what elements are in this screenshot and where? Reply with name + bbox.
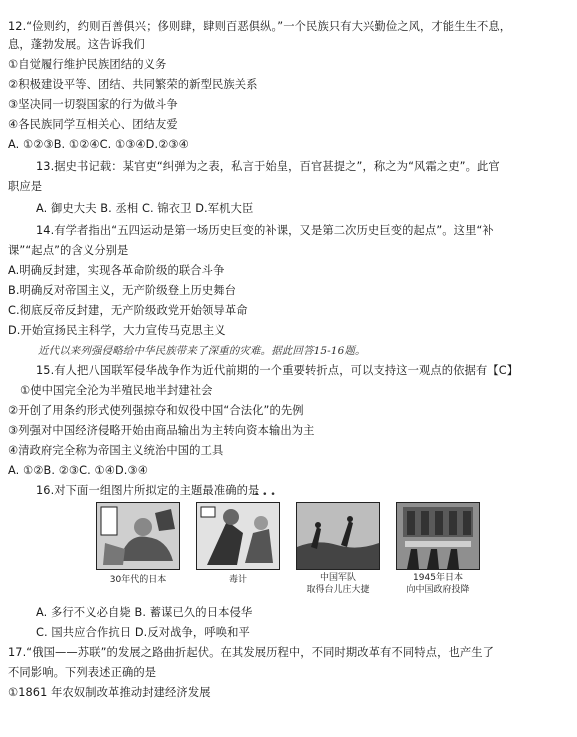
q16-picture-group (96, 490, 486, 598)
caption-taierzhuang: 取得台儿庄大捷 (306, 585, 370, 595)
q13-stem: 13.据史书记载：某官吏“纠弹为之表，私言于始皇，百官甚提之”，称之为“风霜之吏”。此官 (36, 160, 500, 173)
caption-1945-japan: 1945年日本 (413, 573, 463, 583)
q12-choices: A. ①②③B. ①②④C. ①③④D.②③④ (8, 138, 189, 151)
q17-stem: 17.“俄国——苏联”的发展之路曲折起伏。在其发展历程中，不同时期改革有不同特点，也产生了 (8, 646, 495, 659)
battle-photo-image (297, 503, 379, 569)
cartoon-japan-image (97, 503, 179, 569)
cartoon-plot-image (197, 503, 279, 569)
text: 12.“俭则约，约则百善俱兴；侈则肆，肆则百恶俱纵。”一个民族只有大兴勤俭之风，才能生生不息， (8, 20, 512, 33)
dots-mark: • • • (254, 490, 276, 500)
q16-choices-ab: A. 多行不义必自毙 B. 蓄谋已久的日本侵华 (36, 606, 253, 619)
q13-stem-2: 职应是 (8, 180, 43, 193)
q17-option-1: ①1861 年农奴制改革推动封建经济发展 (8, 686, 211, 699)
section-note: 近代以来列强侵略给中华民族带来了深重的灾难。据此回答15-16题。 (38, 345, 366, 357)
q15-option-1: ①使中国完全沦为半殖民地半封建社会 (20, 384, 213, 397)
q14-option-d: D.开始宣扬民主科学，大力宣传马克思主义 (8, 324, 226, 337)
q12-line1 (8, 18, 511, 36)
surrender-photo-image (397, 503, 479, 569)
q15-option-3: ③列强对中国经济侵略开始由商品输出为主转向资本输出为主 (8, 424, 315, 437)
q15-choices: A. ①②B. ②③C. ①④D.③④ (8, 464, 148, 477)
q15-option-2: ②开创了用条约形式使列强掠夺和奴役中国“合法化”的先例 (8, 404, 304, 417)
caption-chinese-army: 中国军队 (319, 573, 356, 583)
caption-surrender: 向中国政府投降 (406, 585, 470, 595)
q15-option-4: ④清政府完全称为帝国主义统治中国的工具 (8, 444, 224, 457)
q12-option-4: ④各民族同学互相关心、团结友爱 (8, 118, 178, 131)
q17-stem-2: 不同影响。下列表述正确的是 (8, 666, 157, 679)
q16-stem: 16.对下面一组图片所拟定的主题最准确的是 (36, 484, 260, 497)
q14-option-a: A.明确反封建，实现各革命阶级的联合斗争 (8, 264, 225, 277)
text: 息，蓬勃发展。这告诉我们 (8, 38, 145, 51)
q16-choices-cd: C. 国共应合作抗日 D.反对战争，呼唤和平 (36, 626, 250, 639)
q15-stem: 15.有人把八国联军侵华战争作为近代前期的一个重要转折点，可以支持这一观点的依据有【C】 (36, 364, 519, 377)
q14-option-c: C.彻底反帝反封建，无产阶级政党开始领导革命 (8, 304, 248, 317)
q13-choices: A. 御史大夫 B. 丞相 C. 锦衣卫 D.军机大臣 (36, 202, 254, 215)
q12-line2 (8, 36, 145, 54)
q14-stem: 14.有学者指出“五四运动是第一场历史巨变的补课，又是第二次历史巨变的起点”。这里“补 (36, 224, 494, 237)
picture-taierzhuang-victory (296, 502, 380, 570)
picture-japan-surrender (396, 502, 480, 570)
q14-stem-2: 课”“起点”的含义分别是 (8, 244, 129, 257)
q12-option-3: ③坚决同一切裂国家的行为做斗争 (8, 98, 178, 111)
picture-poison-plot (196, 502, 280, 570)
q12-option-1: ①自觉履行维护民族团结的义务 (8, 58, 167, 71)
caption-poison-plot: 毒计 (228, 575, 247, 585)
q14-option-b: B.明确反对帝国主义，无产阶级登上历史舞台 (8, 284, 237, 297)
q12-option-2: ②积极建设平等、团结、共同繁荣的新型民族关系 (8, 78, 258, 91)
picture-1930s-japan (96, 502, 180, 570)
caption-1930s-japan: 30年代的日本 (109, 575, 167, 585)
